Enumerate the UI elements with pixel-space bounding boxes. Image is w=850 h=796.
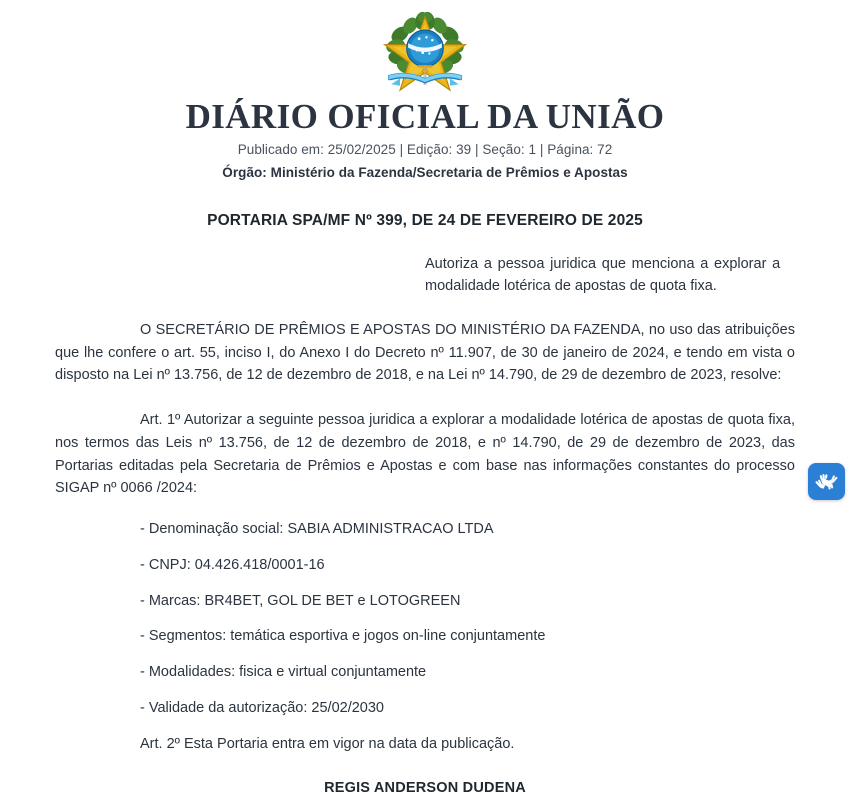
list-item: - Validade da autorização: 25/02/2030 <box>140 699 384 716</box>
act-title: PORTARIA SPA/MF Nº 399, DE 24 DE FEVEREIRO DE 2025 <box>207 211 643 229</box>
publication-meta: Publicado em: 25/02/2025 | Edição: 39 | Seção: 1 | Página: 72 <box>237 142 613 158</box>
article-2-paragraph: Art. 2º Esta Portaria entra em vigor na data da publicação. <box>140 735 515 752</box>
preamble-paragraph: O SECRETÁRIO DE PRÊMIOS E APOSTAS DO MINISTÉRIO DA FAZENDA, no uso das atribuições que lhe confere o art. 55, inciso I, do Anexo I do Decreto nº 11.907, de 30 de janeiro de 2024, e tendo em vista o disposto na Lei nº 13.756, de 12 de dezembro de 2018, e na Lei nº 14.790, de 29 de dezembro de 2023, resolve: <box>55 321 795 384</box>
signing-hands-icon <box>814 469 839 494</box>
issuing-organ: Órgão: Ministério da Fazenda/Secretaria de Prêmios e Apostas <box>222 164 628 180</box>
article-1-paragraph: Art. 1º Autorizar a seguinte pessoa juridica a explorar a modalidade lotérica de apostas de quota fixa, nos termos das Leis nº 13.756, de 12 de dezembro de 2018, e nº 14.790, de 29 de dezembro de 2023, das Portarias editadas pela Secretaria de Prêmios e Apostas e com base nas informações constantes do processo SIGAP nº 0066 /2024: <box>55 412 795 497</box>
list-item: - Segmentos: temática esportiva e jogos on-line conjuntamente <box>140 628 546 645</box>
page-title: DIÁRIO OFICIAL DA UNIÃO <box>185 97 665 136</box>
brazil-coat-of-arms-emblem <box>381 8 469 96</box>
list-item: - CNPJ: 04.426.418/0001-16 <box>140 556 325 573</box>
act-summary: Autoriza a pessoa juridica que menciona a explorar a modalidade lotérica de apostas de quota fixa. <box>425 255 781 294</box>
vlibras-accessibility-button[interactable] <box>808 463 845 500</box>
list-item: - Denominação social: SABIA ADMINISTRACAO LTDA <box>140 521 494 538</box>
list-item: - Modalidades: fisica e virtual conjuntamente <box>140 664 427 681</box>
list-item: - Marcas: BR4BET, GOL DE BET e LOTOGREEN <box>140 592 461 609</box>
act-content <box>55 212 795 796</box>
signatory-name: REGIS ANDERSON DUDENA <box>324 780 526 796</box>
authorization-item-list <box>55 519 795 720</box>
masthead <box>55 0 795 182</box>
